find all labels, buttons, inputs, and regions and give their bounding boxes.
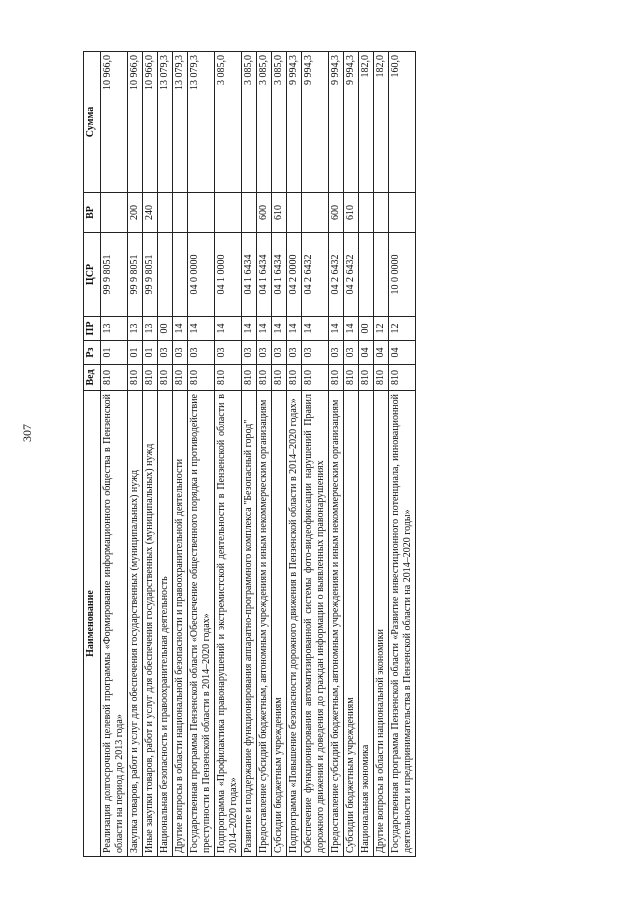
- cell-sum: 3 085,0: [272, 52, 287, 193]
- cell-rz: 04: [389, 341, 416, 365]
- cell-sum: 182,0: [359, 52, 374, 193]
- cell-sum: 10 966,0: [128, 52, 143, 193]
- header-sum: Сумма: [84, 52, 101, 193]
- cell-rz: 03: [158, 341, 173, 365]
- cell-sum: 13 079,3: [158, 52, 173, 193]
- cell-csr: 04 2 0000: [287, 233, 302, 317]
- cell-rz: 01: [143, 341, 158, 365]
- cell-sum: 10 966,0: [143, 52, 158, 193]
- cell-rz: 03: [272, 341, 287, 365]
- cell-ved: 810: [143, 365, 158, 391]
- cell-pr: 00: [359, 317, 374, 341]
- table-row: [257, 52, 272, 857]
- cell-sum: 13 079,3: [188, 52, 215, 193]
- cell-vr: [302, 193, 329, 233]
- table-row: [302, 52, 329, 857]
- cell-vr: 610: [272, 193, 287, 233]
- table-row: [389, 52, 416, 857]
- cell-ved: 810: [188, 365, 215, 391]
- cell-pr: 14: [242, 317, 257, 341]
- budget-table: [83, 51, 416, 857]
- cell-name: Национальная экономика: [359, 391, 374, 857]
- cell-name: Подпрограмма «Профилактика правонарушений и экстремистской деятельности в Пензенской области в 2014–2020 годах»: [215, 391, 242, 857]
- cell-ved: 810: [344, 365, 359, 391]
- cell-sum: 182,0: [374, 52, 389, 193]
- cell-name: Реализация долгосрочной целевой программы «Формирование информационного общества в Пензенской области на период до 2013 года»: [101, 391, 128, 857]
- cell-name: Предоставление субсидий бюджетным, автономным учреждениям и иным некоммерческим организациям: [257, 391, 272, 857]
- cell-rz: 04: [374, 341, 389, 365]
- cell-pr: 14: [215, 317, 242, 341]
- cell-pr: 12: [374, 317, 389, 341]
- cell-vr: 600: [329, 193, 344, 233]
- cell-csr: 04 2 6432: [302, 233, 329, 317]
- cell-sum: 9 994,3: [329, 52, 344, 193]
- table-row: [188, 52, 215, 857]
- cell-sum: 9 994,3: [287, 52, 302, 193]
- page-number: 307: [20, 424, 34, 442]
- cell-rz: 03: [215, 341, 242, 365]
- cell-pr: 13: [101, 317, 128, 341]
- cell-ved: 810: [272, 365, 287, 391]
- cell-pr: 13: [143, 317, 158, 341]
- cell-name: Закупка товаров, работ и услуг для обеспечения государственных (муниципальных) нужд: [128, 391, 143, 857]
- cell-ved: 810: [374, 365, 389, 391]
- cell-sum: 3 085,0: [242, 52, 257, 193]
- cell-sum: 13 079,3: [173, 52, 188, 193]
- cell-name: Государственная программа Пензенской области «Развитие инвестиционного потенциала, инновационной деятельности и предпринимательства в Пензенской области на 2014–2020 годы»: [389, 391, 416, 857]
- cell-pr: 14: [173, 317, 188, 341]
- cell-ved: 810: [302, 365, 329, 391]
- header-rz: Рз: [84, 341, 101, 365]
- cell-ved: 810: [287, 365, 302, 391]
- table-row: [173, 52, 188, 857]
- cell-ved: 810: [329, 365, 344, 391]
- cell-pr: 12: [389, 317, 416, 341]
- cell-ved: 810: [158, 365, 173, 391]
- cell-sum: 10 966,0: [101, 52, 128, 193]
- cell-pr: 13: [128, 317, 143, 341]
- cell-rz: 03: [173, 341, 188, 365]
- table-row: [242, 52, 257, 857]
- cell-rz: 03: [287, 341, 302, 365]
- cell-rz: 03: [302, 341, 329, 365]
- cell-pr: 14: [287, 317, 302, 341]
- cell-vr: 200: [128, 193, 143, 233]
- header-pr: ПР: [84, 317, 101, 341]
- table-row: [215, 52, 242, 857]
- table-header-row: [84, 52, 101, 857]
- cell-pr: 00: [158, 317, 173, 341]
- header-ved: Вед: [84, 365, 101, 391]
- cell-csr: 04 2 6432: [344, 233, 359, 317]
- cell-ved: 810: [389, 365, 416, 391]
- cell-sum: 9 994,3: [344, 52, 359, 193]
- cell-sum: 160,0: [389, 52, 416, 193]
- cell-ved: 810: [215, 365, 242, 391]
- table-row: [359, 52, 374, 857]
- table-row: [272, 52, 287, 857]
- header-csr: ЦСР: [84, 233, 101, 317]
- cell-ved: 810: [242, 365, 257, 391]
- cell-name: Национальная безопасность и правоохранительная деятельность: [158, 391, 173, 857]
- cell-name: Государственная программа Пензенской области «Обеспечение общественного порядка и противодействие преступности в Пензенской области в 2014–2020 годах»: [188, 391, 215, 857]
- cell-rz: 04: [359, 341, 374, 365]
- cell-pr: 14: [272, 317, 287, 341]
- cell-vr: [101, 193, 128, 233]
- cell-pr: 14: [329, 317, 344, 341]
- table-row: [101, 52, 128, 857]
- cell-rz: 03: [242, 341, 257, 365]
- header-vr: ВР: [84, 193, 101, 233]
- cell-csr: 99 9 8051: [143, 233, 158, 317]
- cell-sum: 9 994,3: [302, 52, 329, 193]
- table-row: [287, 52, 302, 857]
- cell-vr: [374, 193, 389, 233]
- cell-ved: 810: [173, 365, 188, 391]
- cell-csr: 04 2 6432: [329, 233, 344, 317]
- cell-name: Подпрограмма «Повышение безопасности дорожного движения в Пензенской области в 2014–2020 годах»: [287, 391, 302, 857]
- cell-vr: [242, 193, 257, 233]
- header-name: Наименование: [84, 391, 101, 857]
- cell-csr: [173, 233, 188, 317]
- cell-name: Субсидии бюджетным учреждениям: [344, 391, 359, 857]
- cell-vr: [389, 193, 416, 233]
- cell-vr: [215, 193, 242, 233]
- table-row: [158, 52, 173, 857]
- table-row: [143, 52, 158, 857]
- cell-pr: 14: [344, 317, 359, 341]
- cell-rz: 03: [329, 341, 344, 365]
- cell-vr: 610: [344, 193, 359, 233]
- cell-name: Другие вопросы в области национальной экономики: [374, 391, 389, 857]
- cell-ved: 810: [128, 365, 143, 391]
- cell-sum: 3 085,0: [215, 52, 242, 193]
- table-row: [128, 52, 143, 857]
- cell-csr: 99 9 8051: [101, 233, 128, 317]
- cell-csr: 04 1 6434: [257, 233, 272, 317]
- cell-name: Субсидии бюджетным учреждениям: [272, 391, 287, 857]
- cell-rz: 03: [344, 341, 359, 365]
- cell-name: Иные закупки товаров, работ и услуг для обеспечения государственных (муниципальных) нужд: [143, 391, 158, 857]
- table-row: [374, 52, 389, 857]
- cell-name: Предоставление субсидий бюджетным, автономным учреждениям и иным некоммерческим организациям: [329, 391, 344, 857]
- cell-csr: 04 1 6434: [272, 233, 287, 317]
- cell-vr: [359, 193, 374, 233]
- cell-vr: 240: [143, 193, 158, 233]
- cell-ved: 810: [257, 365, 272, 391]
- cell-csr: 99 9 8051: [128, 233, 143, 317]
- cell-rz: 01: [128, 341, 143, 365]
- cell-vr: 600: [257, 193, 272, 233]
- cell-name: Развитие и поддержание функционирования аппаратно-программного комплекса "Безопасный город": [242, 391, 257, 857]
- cell-ved: 810: [101, 365, 128, 391]
- cell-vr: [173, 193, 188, 233]
- cell-rz: 03: [188, 341, 215, 365]
- cell-csr: [374, 233, 389, 317]
- cell-pr: 14: [257, 317, 272, 341]
- table-body: [101, 52, 416, 857]
- cell-name: Обеспечение функционирования автоматизированной системы фото-видеофиксации нарушений Правил дорожного движения и доведения до граждан информации о выявленных правонарушениях: [302, 391, 329, 857]
- cell-csr: 04 1 6434: [242, 233, 257, 317]
- cell-csr: 04 1 0000: [215, 233, 242, 317]
- cell-csr: 10 0 0000: [389, 233, 416, 317]
- table-row: [344, 52, 359, 857]
- cell-rz: 01: [101, 341, 128, 365]
- cell-ved: 810: [359, 365, 374, 391]
- cell-csr: 04 0 0000: [188, 233, 215, 317]
- cell-rz: 03: [257, 341, 272, 365]
- cell-csr: [158, 233, 173, 317]
- cell-name: Другие вопросы в области национальной безопасности и правоохранительной деятельности: [173, 391, 188, 857]
- cell-vr: [188, 193, 215, 233]
- cell-vr: [287, 193, 302, 233]
- cell-pr: 14: [302, 317, 329, 341]
- table-row: [329, 52, 344, 857]
- cell-vr: [158, 193, 173, 233]
- cell-pr: 14: [188, 317, 215, 341]
- cell-sum: 3 085,0: [257, 52, 272, 193]
- rotated-table-wrapper: [83, 52, 553, 857]
- cell-csr: [359, 233, 374, 317]
